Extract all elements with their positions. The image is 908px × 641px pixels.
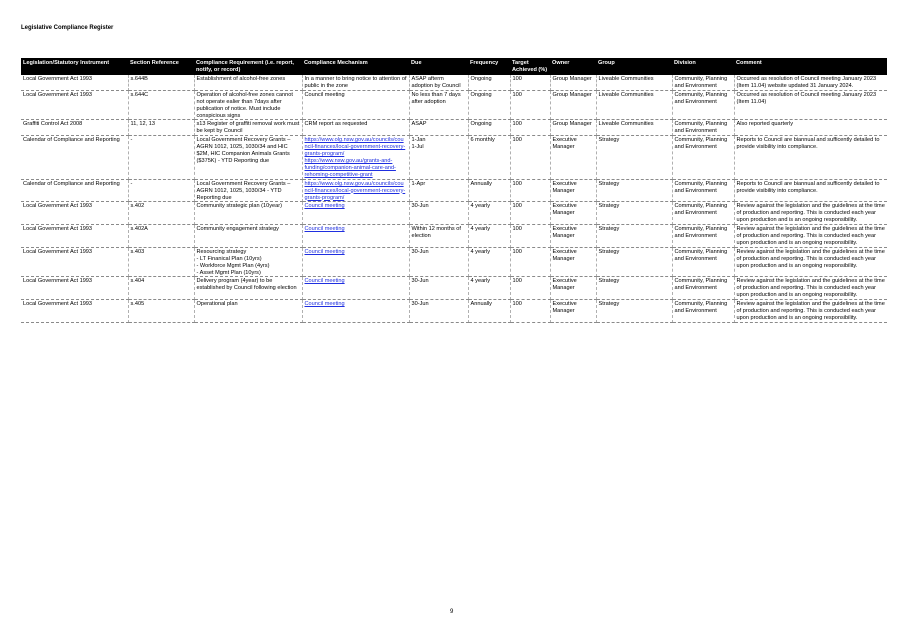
cell-instrument: Local Government Act 1993 [21,300,128,323]
cell-group: Strategy [596,277,672,300]
cell-frequency: 4 yearly [468,202,510,225]
cell-owner: Group Manager [550,120,596,136]
cell-target: 100 [510,247,550,277]
cell-division: Community, Planning and Environment [672,277,734,300]
cell-comment: Review against the legislation and the guidelines at the time of production and reporting. This is conducted each year upon production and is an ongoing responsibility. [734,247,887,277]
cell-frequency: 6 monthly [468,136,510,179]
cell-requirement-line: Community engagement strategy [196,226,279,233]
cell-frequency: Ongoing [468,120,510,136]
cell-comment: Review against the legislation and the guidelines at the time of production and reporting. This is conducted each year upon production and is an ongoing responsibility. [734,300,887,323]
table-row [21,90,887,120]
cell-frequency: Ongoing [468,90,510,120]
cell-owner: Executive Manager [550,300,596,323]
cell-section: s.403 [128,247,194,277]
cell-requirement-line: Delivery program (4year) to be established by Council following election [196,278,297,292]
column-header-group: Group [596,58,672,75]
cell-instrument: Local Government Act 1993 [21,90,128,120]
cell-requirement-line: - Asset Mgmt Plan (10yrs) [196,269,261,276]
cell-comment: Also reported quarterly [734,120,887,136]
cell-due [409,120,468,136]
cell-requirement [194,300,302,323]
cell-due [409,90,468,120]
cell-requirement [194,90,302,120]
table-row [21,75,887,90]
cell-division: Community, Planning and Environment [672,120,734,136]
cell-group: Strategy [596,136,672,179]
column-header-instrument: Legislation/Statutory Instrument [21,58,128,75]
cell-division: Community, Planning and Environment [672,90,734,120]
cell-mechanism [302,202,409,225]
cell-owner: Executive Manager [550,202,596,225]
cell-target: 100 [510,75,550,90]
cell-requirement-line: - LT Finanical Plan (10yrs) [196,255,262,262]
cell-requirement [194,202,302,225]
compliance-register-table [21,58,887,323]
cell-group: Strategy [596,225,672,248]
cell-target: 100 [510,202,550,225]
cell-target: 100 [510,277,550,300]
mechanism-link[interactable]: Council meeting [304,203,345,210]
cell-instrument: Local Government Act 1993 [21,247,128,277]
cell-target: 100 [510,179,550,202]
cell-requirement [194,136,302,179]
table-row [21,120,887,136]
table-row [21,300,887,323]
cell-comment: Reports to Council are biannual and sufficently detailed to provide visibility into compliance. [734,179,887,202]
cell-comment: Review against the legislation and the guidelines at the time of production and reporting. This is conducted each year upon production and is an ongoing responsibility. [734,225,887,248]
cell-owner: Executive Manager [550,277,596,300]
column-header-frequency: Frequency [468,58,510,75]
cell-requirement-line: Establishment of alcohol-free zones [196,76,286,82]
mechanism-text: In a manner to bring notice to attention of public in the zone [304,76,407,89]
cell-section: 11, 12, 13 [128,120,194,136]
cell-requirement [194,247,302,277]
column-header-section: Section Reference [128,58,194,75]
cell-group: Liveable Communities [596,75,672,90]
cell-group: Strategy [596,247,672,277]
cell-section: s.402 [128,202,194,225]
cell-due-line: Within 12 months of election [411,226,461,240]
cell-group: Strategy [596,179,672,202]
cell-frequency: 4 yearly [468,247,510,277]
cell-division: Community, Planning and Environment [672,225,734,248]
mechanism-text: Council meeting [304,91,345,98]
cell-target: 100 [510,90,550,120]
table-row [21,202,887,225]
cell-section: s.405 [128,300,194,323]
cell-mechanism [302,277,409,300]
cell-instrument: Calendar of Compliance and Reporting [21,136,128,179]
cell-requirement [194,277,302,300]
cell-target: 100 [510,300,550,323]
cell-requirement [194,179,302,202]
cell-mechanism [302,75,409,90]
cell-target: 100 [510,136,550,179]
mechanism-link[interactable]: https://www.olg.nsw.gov.au/councils/council-finances/local-government-recovery-grants-program/ [304,180,406,201]
cell-requirement [194,75,302,90]
cell-due-line: 30-Jun [411,278,429,285]
cell-due [409,202,468,225]
cell-instrument: Local Government Act 1993 [21,225,128,248]
cell-section: s.644B [128,75,194,90]
table-row [21,179,887,202]
cell-requirement [194,225,302,248]
cell-mechanism [302,90,409,120]
cell-group: Strategy [596,300,672,323]
cell-frequency: 4 yearly [468,225,510,248]
table-row [21,136,887,179]
cell-section: s.404 [128,277,194,300]
register-body [21,75,887,322]
cell-requirement-line: Local Government Recovery Grants – AGRN 1012, 1025, 1030/34 and HIC $2M, HIC Companion Animals Grants ($375K) - YTD Reporting due [196,137,291,164]
cell-instrument: Calendar of Compliance and Reporting [21,179,128,202]
cell-comment: Review against the legislation and the guidelines at the time of production and reporting. This is conducted each year upon production and is an ongoing responsibility. [734,277,887,300]
cell-group: Liveable Communities [596,120,672,136]
column-header-owner: Owner [550,58,596,75]
cell-due-line: 30-Jun [411,203,429,210]
cell-division: Community, Planning and Environment [672,136,734,179]
mechanism-link[interactable]: Council meeting [304,226,345,233]
cell-comment: Occurred as resolution of Council meeting January 2023 (Item 11.04) [734,90,887,120]
cell-frequency: Annually [468,179,510,202]
cell-due-line: 1-Apr [411,180,426,187]
column-header-target: Target Achieved (%) [510,58,550,75]
cell-due [409,225,468,248]
cell-due-line: 1-Jan [411,137,426,144]
table-row [21,277,887,300]
column-header-due: Due [409,58,468,75]
cell-division: Community, Planning and Environment [672,202,734,225]
cell-owner: Executive Manager [550,136,596,179]
cell-requirement-line: - Workforce Mgmt Plan (4yrs) [196,262,270,269]
cell-owner: Executive Manager [550,247,596,277]
cell-requirement-line: Resourcing strategy [196,248,247,255]
cell-mechanism [302,247,409,277]
cell-owner: Executive Manager [550,179,596,202]
mechanism-link[interactable]: Council meeting [304,278,345,285]
cell-section: - [128,136,194,179]
cell-group: Strategy [596,202,672,225]
cell-due [409,136,468,179]
cell-section: s.402A [128,225,194,248]
cell-target: 100 [510,120,550,136]
cell-division: Community, Planning and Environment [672,75,734,90]
cell-mechanism [302,300,409,323]
cell-due [409,179,468,202]
cell-instrument: Graffiti Control Act 2008 [21,120,128,136]
cell-due-line: No less than 7 days after adoption [411,91,461,105]
cell-division: Community, Planning and Environment [672,247,734,277]
cell-requirement-line: Operational plan [196,301,238,308]
cell-instrument: Local Government Act 1993 [21,75,128,90]
mechanism-link[interactable]: https://www.nsw.gov.au/grants-and-funding/companion-animal-care-and-rehoming-competitive-grant [304,157,396,178]
cell-due-line: 30-Jun [411,248,429,255]
cell-due [409,247,468,277]
cell-owner: Executive Manager [550,225,596,248]
table-row [21,225,887,248]
cell-instrument: Local Government Act 1993 [21,277,128,300]
header-row [21,58,887,75]
cell-mechanism [302,225,409,248]
cell-requirement [194,120,302,136]
cell-requirement-line: s13 Register of graffiti removal work must be kept by Council [196,121,300,135]
cell-owner: Group Manager [550,90,596,120]
cell-due-line: 30-Jun [411,301,429,308]
cell-mechanism [302,120,409,136]
cell-requirement-line: Operation of alcohol-free zones cannot not operate ealier than 7days after publication of notice. Must include conspicious signs [196,91,293,119]
cell-section: s.644C [128,90,194,120]
cell-frequency: 4 yearly [468,277,510,300]
column-header-division: Division [672,58,734,75]
column-header-comment: Comment [734,58,887,75]
page-title: Legislative Compliance Register [21,25,114,31]
page-number: 9 [450,609,454,615]
cell-frequency: Ongoing [468,75,510,90]
cell-instrument: Local Government Act 1993 [21,202,128,225]
cell-due-line: ASAP afterm adoption by Council [411,76,461,89]
cell-due [409,75,468,90]
cell-section: - [128,179,194,202]
mechanism-text: CRM report as requested [304,121,368,128]
cell-comment: Occurred as resolution of Council meeting January 2023 (Item 11.04) website updated 31 January 2024. [734,75,887,90]
mechanism-link[interactable]: Council meeting [304,248,345,255]
cell-owner: Group Manager [550,75,596,90]
column-header-mechanism: Compliance Mechanism [302,58,409,75]
cell-requirement-line: Community strategic plan (10year) [196,203,282,210]
cell-due-line: 1-Jul [411,144,424,151]
table-row [21,247,887,277]
mechanism-link[interactable]: https://www.olg.nsw.gov.au/councils/council-finances/local-government-recovery-grants-program/ [304,137,406,158]
cell-comment: Reports to Council are biannual and sufficently detailed to provide visibility into compliance. [734,136,887,179]
cell-mechanism [302,136,409,179]
cell-due-line: ASAP [411,121,427,128]
column-header-requirement: Compliance Requirement (i.e. report, notify, or record) [194,58,302,75]
mechanism-link[interactable]: Council meeting [304,301,345,308]
cell-frequency: Annually [468,300,510,323]
cell-target: 100 [510,225,550,248]
cell-group: Liveable Communities [596,90,672,120]
cell-due [409,277,468,300]
cell-comment: Review against the legislation and the guidelines at the time of production and reporting. This is conducted each year upon production and is an ongoing responsibility. [734,202,887,225]
cell-division: Community, Planning and Environment [672,300,734,323]
cell-mechanism [302,179,409,202]
cell-requirement-line: Local Government Recovery Grants – AGRN 1012, 1025, 1030/34 - YTD Reporting due [196,180,291,201]
cell-division: Community, Planning and Environment [672,179,734,202]
cell-due [409,300,468,323]
